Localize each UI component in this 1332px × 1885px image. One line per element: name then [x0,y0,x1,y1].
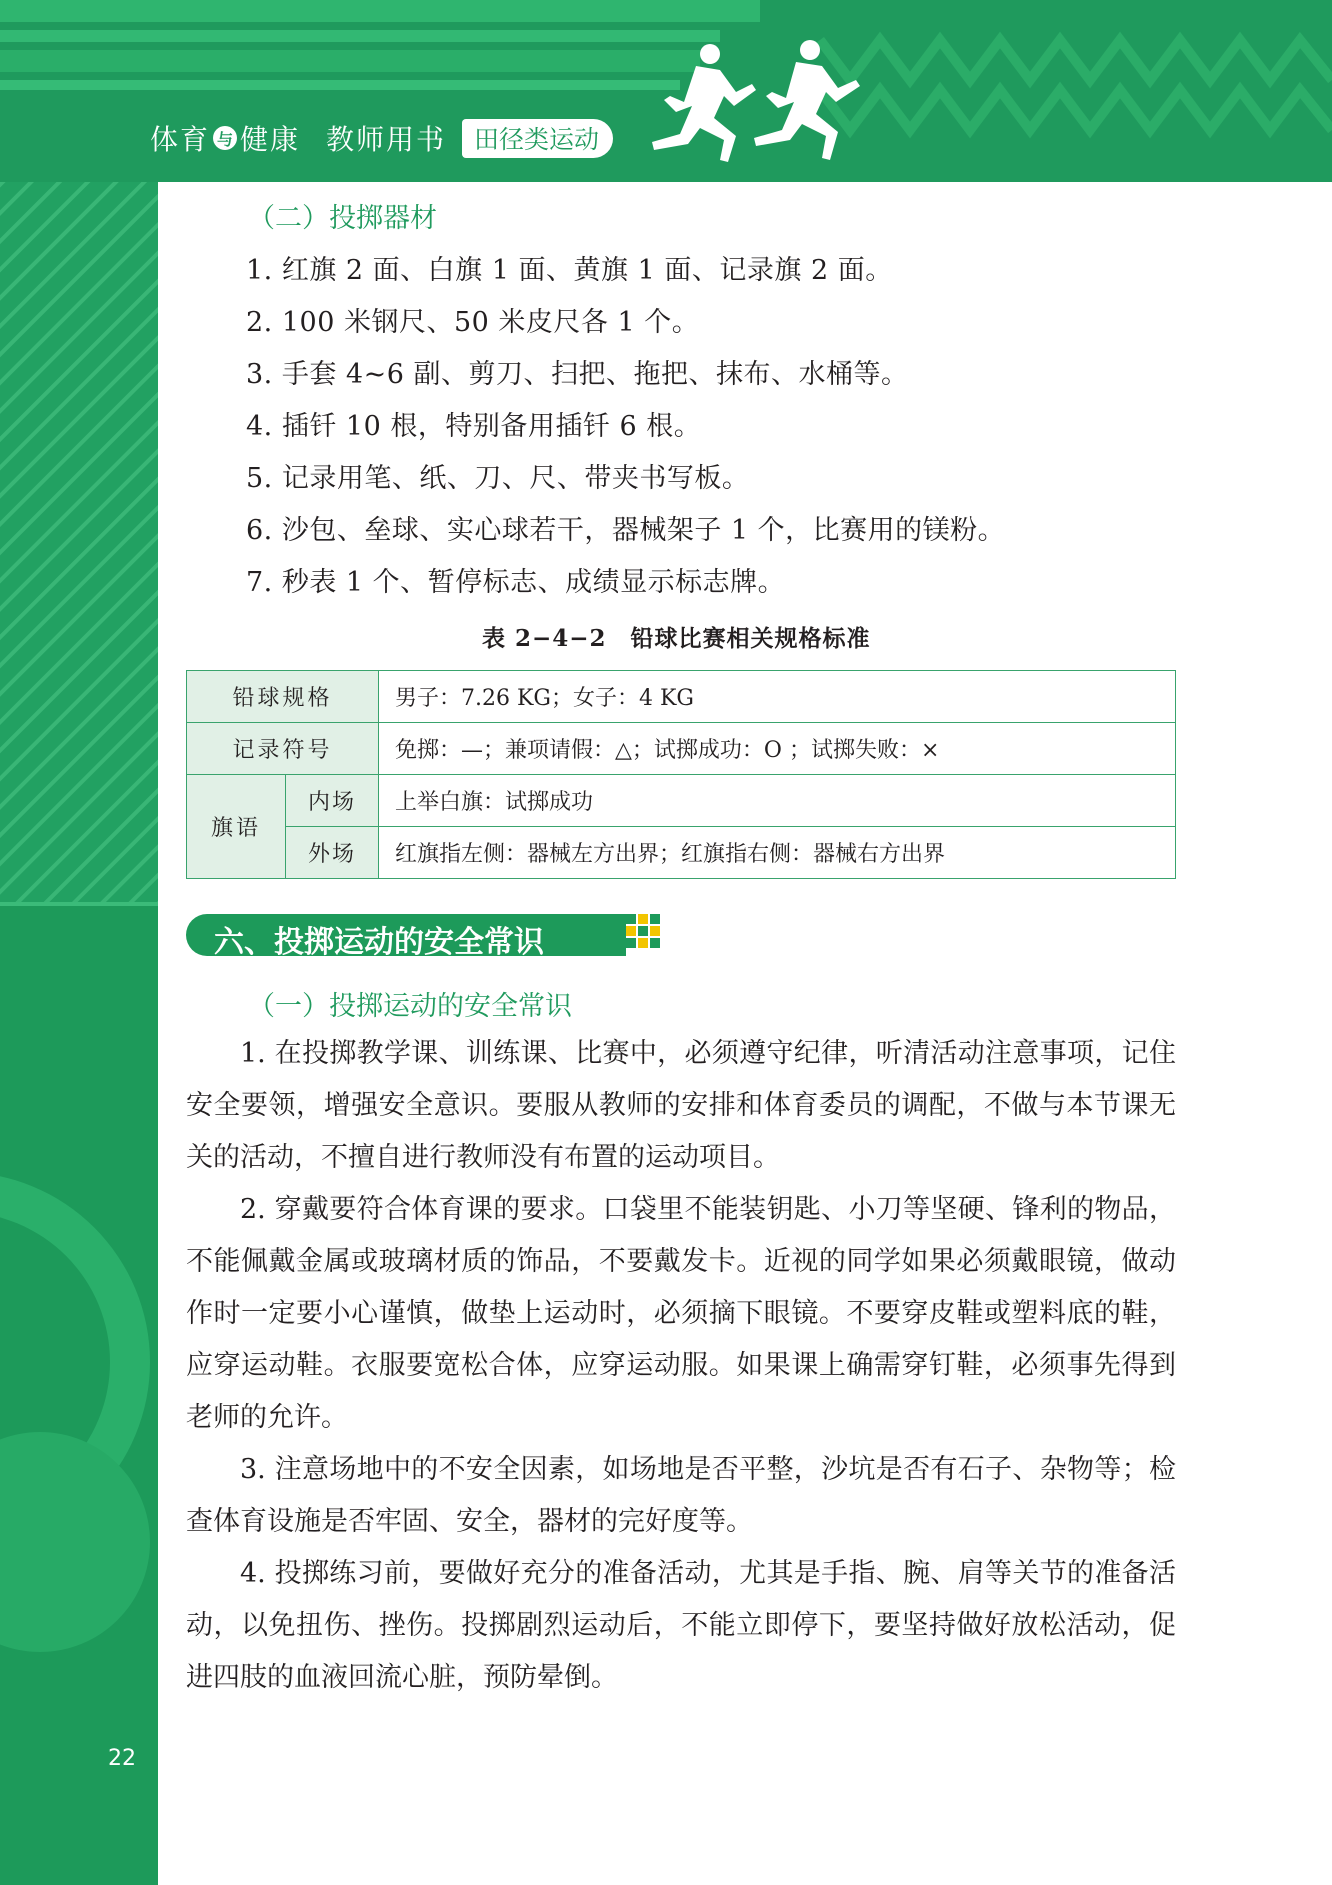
table-cell-label: 记录符号 [187,723,379,775]
table-cell-sublabel: 外场 [286,827,379,879]
list-item: 2. 100 米钢尺、50 米皮尺各 1 个。 [246,307,700,338]
table-row [187,723,1176,775]
list-item: 3. 手套 4~6 副、剪刀、扫把、拖把、抹布、水桶等。 [246,359,909,390]
table-cell-label: 旗语 [187,775,286,879]
checker-squares-decoration [626,914,660,956]
page-header [0,0,1332,182]
section-title: 六、投掷运动的安全常识 [214,925,544,960]
section-banner [186,914,660,960]
list-item: 5. 记录用笔、纸、刀、尺、带夹书写板。 [246,463,750,494]
chapter-tag: 田径类运动 [462,119,613,158]
list-item: 7. 秒表 1 个、暂停标志、成绩显示标志牌。 [246,567,786,598]
table-cell-value: 红旗指左侧：器械左方出界；红旗指右侧：器械右方出界 [379,827,1176,879]
table-row [187,671,1176,723]
left-decorative-band [0,182,158,1885]
sideband-pattern-decoration [0,182,158,1885]
table-cell-label: 铅球规格 [187,671,379,723]
table-row [187,827,1176,879]
paragraph: 1. 在投掷教学课、训练课、比赛中，必须遵守纪律，听清活动注意事项，记住安全要领，增强安全意识。要服从教师的安排和体育委员的调配，不做与本节课无关的活动，不擅自进行教师没有布置的运动项目。 [186,1038,1176,1173]
book-title [150,118,613,158]
title-teacher-book: 教师用书 [326,123,447,156]
title-health: 健康 [240,123,301,156]
shot-put-spec-table [186,670,1176,879]
sprinter-silhouettes-icon [640,40,880,166]
paragraph: 4. 投掷练习前，要做好充分的准备活动，尤其是手指、腕、肩等关节的准备活动，以免扭伤、挫伤。投掷剧烈运动后，不能立即停下，要坚持做好放松活动，促进四肢的血液回流心脏，预防晕倒。 [186,1558,1176,1693]
table-caption: 表 2−4−2 铅球比赛相关规格标准 [482,625,871,652]
table-cell-sublabel: 内场 [286,775,379,827]
paragraph: 3. 注意场地中的不安全因素，如场地是否平整，沙坑是否有石子、杂物等；检查体育设施是否牢固、安全，器材的完好度等。 [186,1454,1176,1537]
paragraph: 2. 穿戴要符合体育课的要求。口袋里不能装钥匙、小刀等坚硬、锋利的物品，不能佩戴金属或玻璃材质的饰品，不要戴发卡。近视的同学如果必须戴眼镜，做动作时一定要小心谨慎，做垫上运动时，必须摘下眼镜。不要穿皮鞋或塑料底的鞋，应穿运动鞋。衣服要宽松合体，应穿运动服。如果课上确需穿钉鞋，必须事先得到老师的允许。 [186,1194,1176,1433]
table-cell-value: 上举白旗：试掷成功 [379,775,1176,827]
list-item: 1. 红旗 2 面、白旗 1 面、黄旗 1 面、记录旗 2 面。 [246,255,893,286]
list-item: 6. 沙包、垒球、实心球若干，器械架子 1 个，比赛用的镁粉。 [246,515,1006,546]
page-number: 22 [108,1746,136,1771]
title-yu-badge: 与 [213,126,237,150]
list-item: 4. 插钎 10 根，特别备用插钎 6 根。 [246,411,702,442]
equipment-heading: （二）投掷器材 [248,203,437,234]
table-cell-value: 免掷：—；兼项请假：△；试掷成功：O ；试掷失败：× [379,723,1176,775]
table-cell-value: 男子：7.26 KG；女子：4 KG [379,671,1176,723]
table-row [187,775,1176,827]
title-sports: 体育 [150,123,211,156]
safety-sub-heading: （一）投掷运动的安全常识 [248,991,572,1022]
